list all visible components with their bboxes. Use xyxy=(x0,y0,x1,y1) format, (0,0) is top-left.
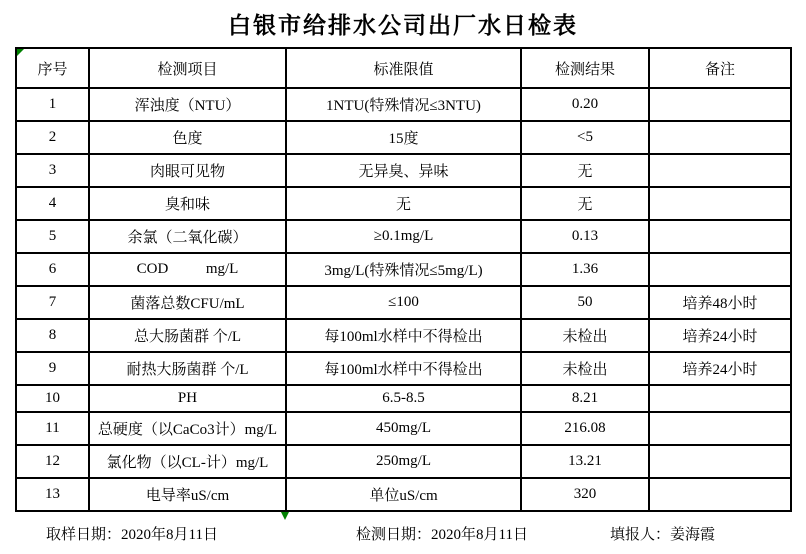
cell-result: 0.13 xyxy=(521,220,649,253)
cell-result: 13.21 xyxy=(521,445,649,478)
cell-test-item: 氯化物（以CL-计）mg/L xyxy=(89,445,286,478)
cell-test-item: PH xyxy=(89,385,286,412)
cell-remark: 培养24小时 xyxy=(649,319,791,352)
cell-row-number: 10 xyxy=(16,385,89,412)
cell-result: 1.36 xyxy=(521,253,649,286)
test-date-label: 检测日期：2020年8月11日 xyxy=(356,527,528,543)
cell-row-number: 4 xyxy=(16,187,89,220)
cell-row-number: 13 xyxy=(16,478,89,511)
cell-limit: 250mg/L xyxy=(286,445,521,478)
header-item: 检测项目 xyxy=(89,48,286,88)
cell-test-item: 臭和味 xyxy=(89,187,286,220)
cell-result: 216.08 xyxy=(521,412,649,445)
table-header-row xyxy=(16,48,791,88)
cell-test-item: 总硬度（以CaCo3计）mg/L xyxy=(89,412,286,445)
cell-limit: 450mg/L xyxy=(286,412,521,445)
cell-row-number: 2 xyxy=(16,121,89,154)
table-row xyxy=(16,88,791,121)
table-row xyxy=(16,412,791,445)
cell-remark xyxy=(649,385,791,412)
table-body xyxy=(16,88,791,511)
cell-test-item: 余氯（二氧化碳） xyxy=(89,220,286,253)
cell-row-number: 3 xyxy=(16,154,89,187)
cell-test-item: 浑浊度（NTU） xyxy=(89,88,286,121)
table-row xyxy=(16,121,791,154)
table-row xyxy=(16,445,791,478)
cell-row-number: 8 xyxy=(16,319,89,352)
cell-row-number: 6 xyxy=(16,253,89,286)
cell-test-item: 色度 xyxy=(89,121,286,154)
cell-row-number: 5 xyxy=(16,220,89,253)
cell-row-number: 11 xyxy=(16,412,89,445)
cell-row-number: 12 xyxy=(16,445,89,478)
cell-limit: 无异臭、异味 xyxy=(286,154,521,187)
cell-result: 未检出 xyxy=(521,319,649,352)
cell-test-item: COD mg/L xyxy=(89,253,286,286)
table-row xyxy=(16,385,791,412)
header-limit: 标准限值 xyxy=(286,48,521,88)
cell-limit: 每100ml水样中不得检出 xyxy=(286,352,521,385)
cell-test-item: 菌落总数CFU/mL xyxy=(89,286,286,319)
table-row xyxy=(16,154,791,187)
cell-result: 8.21 xyxy=(521,385,649,412)
header-remark: 备注 xyxy=(649,48,791,88)
cell-limit: 单位uS/cm xyxy=(286,478,521,511)
cell-test-item: 肉眼可见物 xyxy=(89,154,286,187)
cell-test-item: 耐热大肠菌群 个/L xyxy=(89,352,286,385)
cell-test-item: 电导率uS/cm xyxy=(89,478,286,511)
cell-result: 0.20 xyxy=(521,88,649,121)
cell-remark xyxy=(649,478,791,511)
table-row xyxy=(16,352,791,385)
cell-corner-flag-icon xyxy=(17,49,24,56)
table-row xyxy=(16,319,791,352)
cell-limit: 每100ml水样中不得检出 xyxy=(286,319,521,352)
cell-result: 50 xyxy=(521,286,649,319)
cell-remark xyxy=(649,220,791,253)
cell-remark xyxy=(649,412,791,445)
cell-row-number: 9 xyxy=(16,352,89,385)
cell-limit: ≥0.1mg/L xyxy=(286,220,521,253)
cell-limit: 1NTU(特殊情况≤3NTU) xyxy=(286,88,521,121)
cell-remark xyxy=(649,88,791,121)
cell-remark xyxy=(649,445,791,478)
sampling-date-label: 取样日期：2020年8月11日 xyxy=(46,527,218,543)
page-title: 白银市给排水公司出厂水日检表 xyxy=(228,13,578,38)
cell-limit: 无 xyxy=(286,187,521,220)
cell-remark xyxy=(649,121,791,154)
table-row xyxy=(16,187,791,220)
cell-result: 无 xyxy=(521,154,649,187)
header-no: 序号 xyxy=(16,48,89,88)
cell-result: 未检出 xyxy=(521,352,649,385)
cell-remark xyxy=(649,154,791,187)
cell-result: 无 xyxy=(521,187,649,220)
header-result: 检测结果 xyxy=(521,48,649,88)
table-row xyxy=(16,478,791,511)
table-row xyxy=(16,220,791,253)
cell-limit: ≤100 xyxy=(286,286,521,319)
cell-limit: 6.5-8.5 xyxy=(286,385,521,412)
cell-row-number: 7 xyxy=(16,286,89,319)
cell-remark: 培养48小时 xyxy=(649,286,791,319)
cell-remark xyxy=(649,253,791,286)
cell-remark: 培养24小时 xyxy=(649,352,791,385)
cell-row-number: 1 xyxy=(16,88,89,121)
daily-inspection-table xyxy=(15,47,792,512)
bottom-flag-icon xyxy=(281,512,289,520)
cell-result: 320 xyxy=(521,478,649,511)
cell-result: <5 xyxy=(521,121,649,154)
cell-limit: 3mg/L(特殊情况≤5mg/L) xyxy=(286,253,521,286)
cell-limit: 15度 xyxy=(286,121,521,154)
cell-test-item: 总大肠菌群 个/L xyxy=(89,319,286,352)
table-row xyxy=(16,253,791,286)
cell-remark xyxy=(649,187,791,220)
table-row xyxy=(16,286,791,319)
reporter-label: 填报人：姜海霞 xyxy=(610,527,716,543)
